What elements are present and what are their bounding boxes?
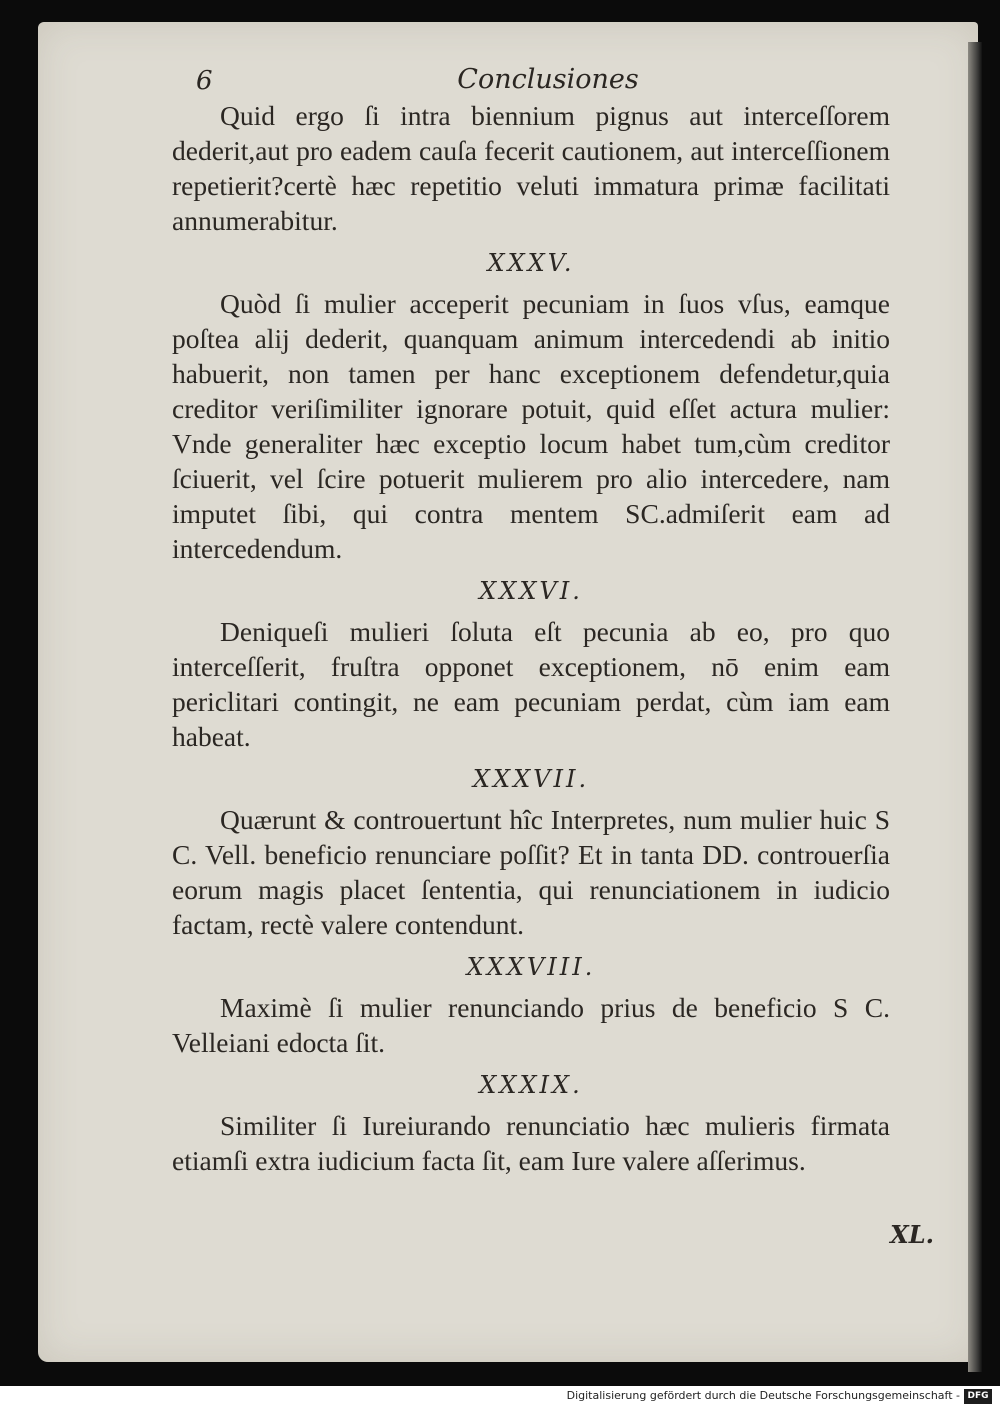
paragraph-xxxv: Quòd ſi mulier acceperit pecuniam in ſuos vſus, eamque poſtea alij dederit, quanquam animum intercedendi ab initio habuerit, non tamen per hanc exceptionem defendetur,quia creditor veriſimiliter ignorare potuit, quid eſſet actura mulier: Vnde generaliter hæc exceptio locum habet tum,cùm creditor ſciuerit, vel ſcire potuerit mulierem pro alio intercedere, nam imputet ſibi, qui contra mentem SC.admiſerit eam ad intercedendum. [172, 288, 890, 564]
page-header [38, 62, 978, 102]
section-numeral-xxxvii: XXXVII. [472, 765, 590, 793]
dfg-logo: DFG [964, 1389, 992, 1404]
paragraph-xxxix: Similiter ſi Iureiurando renunciatio hæc mulieris firmata etiamſi extra iudicium facta ſit, eam Iure valere aſſerimus. [172, 1110, 890, 1176]
paragraph-intro: Quid ergo ſi intra biennium pignus aut interceſſorem dederit,aut pro eadem cauſa fecerit cautionem, aut interceſſionem repetierit?certè hæc repetitio veluti immatura primæ facilitati annumerabitur. [172, 100, 890, 236]
page-number: 6 [196, 66, 213, 96]
page-edge-shadow [968, 42, 982, 1372]
paragraph-xxxvi: Deniqueſi mulieri ſoluta eſt pecunia ab eo, pro quo interceſſerit, fruſtra opponet exceptionem, nō enim eam periclitari contingit, ne eam pecuniam perdat, cùm iam eam habeat. [172, 616, 890, 752]
section-numeral-xxxvi: XXXVI. [479, 577, 583, 605]
section-numeral-xxxviii: XXXVIII. [466, 953, 596, 981]
section-numeral-xxxv: XXXV. [487, 249, 575, 277]
footer-bar [0, 1386, 1000, 1408]
running-head: Conclusiones [457, 64, 639, 95]
section-numeral-xxxix: XXXIX. [479, 1071, 583, 1099]
catchword: XL. [890, 1220, 934, 1249]
paragraph-xxxvii: Quærunt & controuertunt hîc Interpretes, num mulier huic S C. Vell. beneficio renunciare poſſit? Et in tanta DD. controuerſia eorum magis placet ſententia, qui renunciationem in iudicio factam, rectè valere contendunt. [172, 804, 890, 940]
footer-credit: Digitalisierung gefördert durch die Deutsche Forschungsgemeinschaft - [566, 1389, 960, 1402]
body-text [172, 98, 890, 1178]
paragraph-xxxviii: Maximè ſi mulier renunciando prius de beneficio S C. Velleiani edocta ſit. [172, 992, 890, 1058]
